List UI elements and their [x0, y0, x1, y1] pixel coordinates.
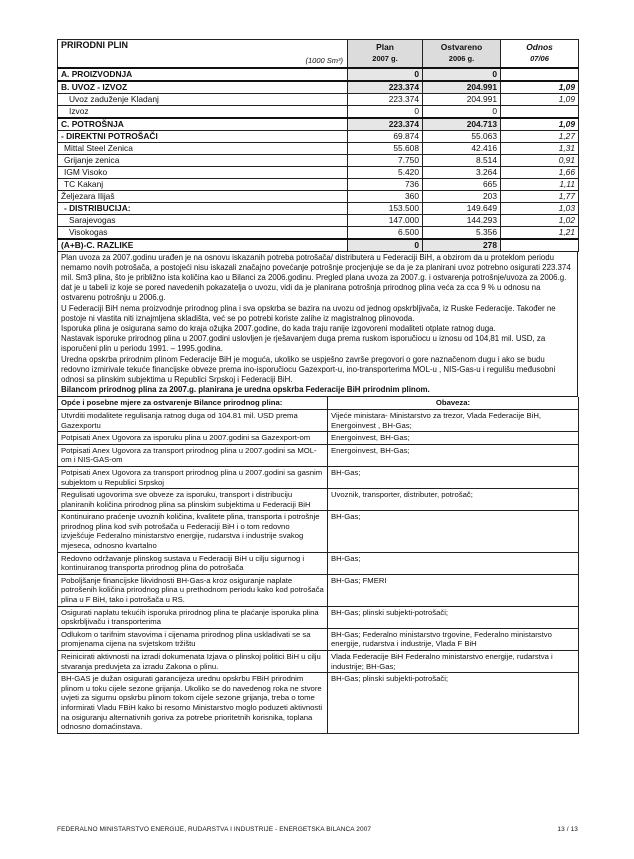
row-label: Izvoz — [58, 105, 348, 118]
plan-value: 223.374 — [348, 118, 423, 131]
odnos-value: 1,09 — [501, 118, 579, 131]
measure-text: BH-GAS je dužan osigurati garancijeza urednu opskrbu FBiH prirodnim plinom u toku cijele sezone grijanja. Ukoliko se do navedenog roka ne stvore uvjeti za sigurnu opskrbu plinom tokom cijele sezone grijanja, treba o tome informirati Vladu FBiH kako bi resorno Ministarstvo moglo poduzeti aktivnosti na osiguranju alternativnih goriva za potrebe prioritetnih korisnika, toplana odnosno domaćinstava. — [58, 673, 328, 734]
plan-value: 360 — [348, 190, 423, 202]
row-razlike — [58, 239, 579, 252]
obligation-text: Energoinvest, BH-Gas; — [328, 444, 579, 466]
row-izvoz — [58, 105, 579, 118]
obligation-text: BH-Gas; plinski subjekti-potrošači; — [328, 606, 579, 628]
odnos-value: 1,09 — [501, 81, 579, 94]
plan-value: 223.374 — [348, 81, 423, 94]
row-label: Mittal Steel Zenica — [58, 142, 348, 154]
header-odnos-sub: 07/06 — [530, 54, 549, 64]
measure-text: Odlukom o tarifnim stavovima i cijenama prirodnog plina uskladivati se sa promjenama cijena na svjetskom tržištu — [58, 628, 328, 650]
row-uvoz-izvoz — [58, 81, 579, 94]
measure-text: Potpisati Anex Ugovora za transport prirodnog plina u 2007.godini sa gasnim subjektom u Republici Srpskoj — [58, 466, 328, 488]
ostvareno-value: 204.991 — [423, 81, 501, 94]
document-page — [57, 39, 578, 734]
ostvareno-value: 665 — [423, 178, 501, 190]
ostvareno-value: 3.264 — [423, 166, 501, 178]
row-distribucija — [58, 202, 579, 214]
ostvareno-value: 149.649 — [423, 202, 501, 214]
ostvareno-value: 203 — [423, 190, 501, 202]
ostvareno-value: 204.713 — [423, 118, 501, 131]
measure-row — [58, 489, 579, 511]
header-odnos-label: Odnos — [526, 42, 553, 53]
header-plan-year: 2007 g. — [372, 54, 398, 64]
odnos-value: 1,21 — [501, 226, 579, 239]
measure-row — [58, 628, 579, 650]
measure-row — [58, 606, 579, 628]
header-ostvareno-year: 2006 g. — [448, 54, 475, 64]
plan-value: 69.874 — [348, 130, 423, 142]
odnos-value: 0,91 — [501, 154, 579, 166]
row-label: TC Kakanj — [58, 178, 348, 190]
odnos-value: 1,31 — [501, 142, 579, 154]
gas-balance-table — [57, 39, 579, 252]
header-ostvareno-label: Ostvareno — [440, 42, 483, 53]
measures-col-header: Opće i posebne mjere za ostvarenje Bilance prirodnog plina: — [58, 397, 328, 409]
header-ostvareno — [423, 40, 501, 68]
row-label: (A+B)-C. RAZLIKE — [58, 239, 348, 252]
measure-row — [58, 511, 579, 552]
ostvareno-value: 278 — [423, 239, 501, 252]
header-plan-label: Plan — [376, 42, 394, 53]
plan-value: 0 — [348, 239, 423, 252]
header-plan — [348, 40, 423, 68]
row-zeljezara-ilijas — [58, 190, 579, 202]
measure-row — [58, 444, 579, 466]
measure-text: Utvrditi modalitete regulisanja ratnog duga od 104.81 mil. USD prema Gazexportu — [58, 409, 328, 431]
ostvareno-value: 5.356 — [423, 226, 501, 239]
measures-header-row — [58, 397, 579, 409]
row-label: B. UVOZ - IZVOZ — [58, 81, 348, 94]
row-sarajevogas — [58, 214, 579, 226]
ostvareno-value: 0 — [423, 68, 501, 81]
ostvareno-value: 144.293 — [423, 214, 501, 226]
plan-value: 55.608 — [348, 142, 423, 154]
measure-text: Regulisati ugovorima sve obveze za isporuku, transport i distribuciju planiranih količina prirodnog plina sa plinskim subjektima u Federaciji BiH — [58, 489, 328, 511]
plan-value: 6.500 — [348, 226, 423, 239]
plan-value: 5.420 — [348, 166, 423, 178]
odnos-value: 1,66 — [501, 166, 579, 178]
measure-text: Osigurati naplatu tekućih isporuka prirodnog plina te plaćanje isporuka plina opskrbljivaču i transporterima — [58, 606, 328, 628]
plan-value: 736 — [348, 178, 423, 190]
odnos-value: 1,02 — [501, 214, 579, 226]
ostvareno-value: 204.991 — [423, 93, 501, 105]
obligation-text: BH-Gas; — [328, 466, 579, 488]
header-odnos — [501, 40, 579, 68]
row-label: Željezara Ilijaš — [58, 190, 348, 202]
page-number: 13 / 13 — [557, 826, 578, 833]
unit-label: (1000 Sm³) — [305, 55, 343, 65]
note-paragraph: Plan uvoza za 2007.godinu urađen je na osnovu iskazanih potreba potrošača/ distributera u Federaciji BiH, a obzirom da u proteklom periodu nemamo novih potrošača, a postojeći nisu iskazali značajno povećanje potrošnje procjenjuje se da je za planirani uvoz potrebno osigurati 223.374 mil. Sm3 plina, što je približno ista količina kao u Bilanci za 2006.godinu. Pregled plana uvoza za 2007.g. i ostvarenja potrošnje/uvoza za 2006.g. dat je u tabeli iz koje se pored navedenih pokazatelja o uvozu, vidi da je planirana potrošnja prirodnog plina veća za cca 9 % u odnosu na ostvarenu potrošnju u 2006.g. — [61, 252, 571, 303]
measure-row — [58, 651, 579, 673]
row-label: Sarajevogas — [58, 214, 348, 226]
obligation-text: BH-Gas; — [328, 552, 579, 574]
row-label: - DIREKTNI POTROŠAČI — [58, 130, 348, 142]
odnos-value — [501, 239, 579, 252]
footer-title: FEDERALNO MINISTARSTVO ENERGIJE, RUDARSTVA I INDUSTRIJE - ENERGETSKA BILANCA 2007 — [57, 826, 372, 833]
measure-row — [58, 673, 579, 734]
obligation-text: Energoinvest, BH-Gas; — [328, 432, 579, 445]
plan-value: 0 — [348, 105, 423, 118]
measure-row — [58, 574, 579, 606]
ostvareno-value: 42.416 — [423, 142, 501, 154]
row-label: C. POTROŠNJA — [58, 118, 348, 131]
measure-row — [58, 466, 579, 488]
note-paragraph: Nastavak isporuke prirodnog plina u 2007.godini uslovljen je rješavanjem duga prema ruskom isporučiocu u iznosu od 104,81 mil. USD, za isporučeni plin u periodu 1991. – 1995.godina. — [61, 334, 546, 354]
row-label: IGM Visoko — [58, 166, 348, 178]
obligation-text: BH-Gas; Federalno ministarstvo trgovine, Federalno ministarstvo energije, rudarstva i industrije, Vlada F BiH — [328, 628, 579, 650]
measure-text: Potpisati Anex Ugovora za isporuku plina u 2007.godini sa Gazexport-om — [58, 432, 328, 445]
obligation-text: Uvoznik, transporter, distributer, potrošač; — [328, 489, 579, 511]
plan-value: 153.500 — [348, 202, 423, 214]
plan-value: 223.374 — [348, 93, 423, 105]
odnos-value — [501, 68, 579, 81]
table-title: PRIRODNI PLIN — [61, 40, 129, 50]
ostvareno-value: 55.063 — [423, 130, 501, 142]
odnos-value: 1,03 — [501, 202, 579, 214]
note-paragraph: Uredna opskrba prirodnim plinom Federacije BiH je moguća, ukoliko se uspješno završe pregovori o gore naznačenom dugu i ako se budu redovno izmirivale tekuće financijske obveze prema ino-isporučiocu Gazexport-u, ino-transporterima MOL-u , NIS-Gas-u i regulišu međusobni odnosi sa plinskim subjektima u Republici Srpskoj i Federaciji BiH. — [61, 354, 556, 384]
measure-row — [58, 432, 579, 445]
row-mittal-steel — [58, 142, 579, 154]
row-label: Visokogas — [58, 226, 348, 239]
obligations-col-header: Obaveza: — [328, 397, 579, 409]
measure-row — [58, 409, 579, 431]
row-label: Uvoz zaduženje Kladanj — [58, 93, 348, 105]
row-label: A. PROIZVODNJA — [58, 68, 348, 81]
measure-text: Reinicirati aktivnosti na izradi dokumenata Izjava o plinskoj politici BiH u cilju stvaranja preduvjeta za izradu Zakona o plinu. — [58, 651, 328, 673]
row-visokogas — [58, 226, 579, 239]
plan-value: 0 — [348, 68, 423, 81]
obligation-text: BH-Gas; — [328, 511, 579, 552]
obligation-text: BH-Gas; plinski subjekti-potrošači; — [328, 673, 579, 734]
measure-text: Kontinuirano praćenje uvoznih količina, kvalitete plina, transporta i potrošnje prirodnog plina kod svih potrošača u Federaciji BiH i o tom redovno izvješćuje Federalno ministarstvo energije, rudarstva i industrije svakog mjeseca, odnosno kvartalno — [58, 511, 328, 552]
measures-table — [57, 397, 579, 733]
row-igm-visoko — [58, 166, 579, 178]
row-tc-kakanj — [58, 178, 579, 190]
measure-text: Redovno održavanje plinskog sustava u Federaciji BiH u cilju sigurnog i kontinuiranog transporta prirodnog plina do potrošača — [58, 552, 328, 574]
obligation-text: Vijeće ministara- Ministarstvo za trezor, Vlada Federacije BiH, Energoinvest , BH-Gas; — [328, 409, 579, 431]
measure-text: Poboljšanje financijske likvidnosti BH-Gas-a kroz osiguranje naplate potrošenih količina prirodnog plina u prethodnom periodu kako kod potrošača plina u F BiH, tako i potrošača u RS. — [58, 574, 328, 606]
odnos-value: 1,09 — [501, 93, 579, 105]
row-potrosnja — [58, 118, 579, 131]
note-paragraph: Isporuka plina je osigurana samo do kraja ožujka 2007.godine, do kada traju ranije izgovoreni modaliteti otplate ratnog duga. — [61, 323, 496, 333]
odnos-value: 1,77 — [501, 190, 579, 202]
explanatory-notes — [57, 252, 578, 398]
measure-text: Potpisati Anex Ugovora za transport prirodnog plina u 2007.godini sa MOL-om i NIS-GAS-om — [58, 444, 328, 466]
table-title-cell — [58, 40, 348, 68]
page-footer — [57, 826, 578, 833]
row-proizvodnja — [58, 68, 579, 81]
plan-value: 147.000 — [348, 214, 423, 226]
odnos-value: 1,11 — [501, 178, 579, 190]
obligation-text: Vlada Federacije BiH Federalno ministarstvo energije, rudarstva i industrije; BH-Gas; — [328, 651, 579, 673]
note-paragraph: U Federaciji BiH nema proizvodnje prirodnog plina i sva opskrba se bazira na uvozu od jednog opskrbljivača, iz Ruske Federacije. Također ne postoje ni vlastita niti iznajmljena skladišta, već se po potrebi koriste zalihe iz magistralnog plinovoda. — [61, 303, 556, 323]
note-conclusion: Bilancom prirodnog plina za 2007.g. planirana je uredna opskrba Federacije BiH prirodnim plinom. — [61, 385, 430, 395]
measure-row — [58, 552, 579, 574]
ostvareno-value: 8.514 — [423, 154, 501, 166]
row-label: Grijanje zenica — [58, 154, 348, 166]
row-label: - DISTRIBUCIJA: — [58, 202, 348, 214]
odnos-value — [501, 105, 579, 118]
plan-value: 7.750 — [348, 154, 423, 166]
row-grijanje-zenica — [58, 154, 579, 166]
odnos-value: 1,27 — [501, 130, 579, 142]
row-uvoz-kladanj — [58, 93, 579, 105]
ostvareno-value: 0 — [423, 105, 501, 118]
row-direktni-potrosaci — [58, 130, 579, 142]
obligation-text: BH-Gas; FMERI — [328, 574, 579, 606]
